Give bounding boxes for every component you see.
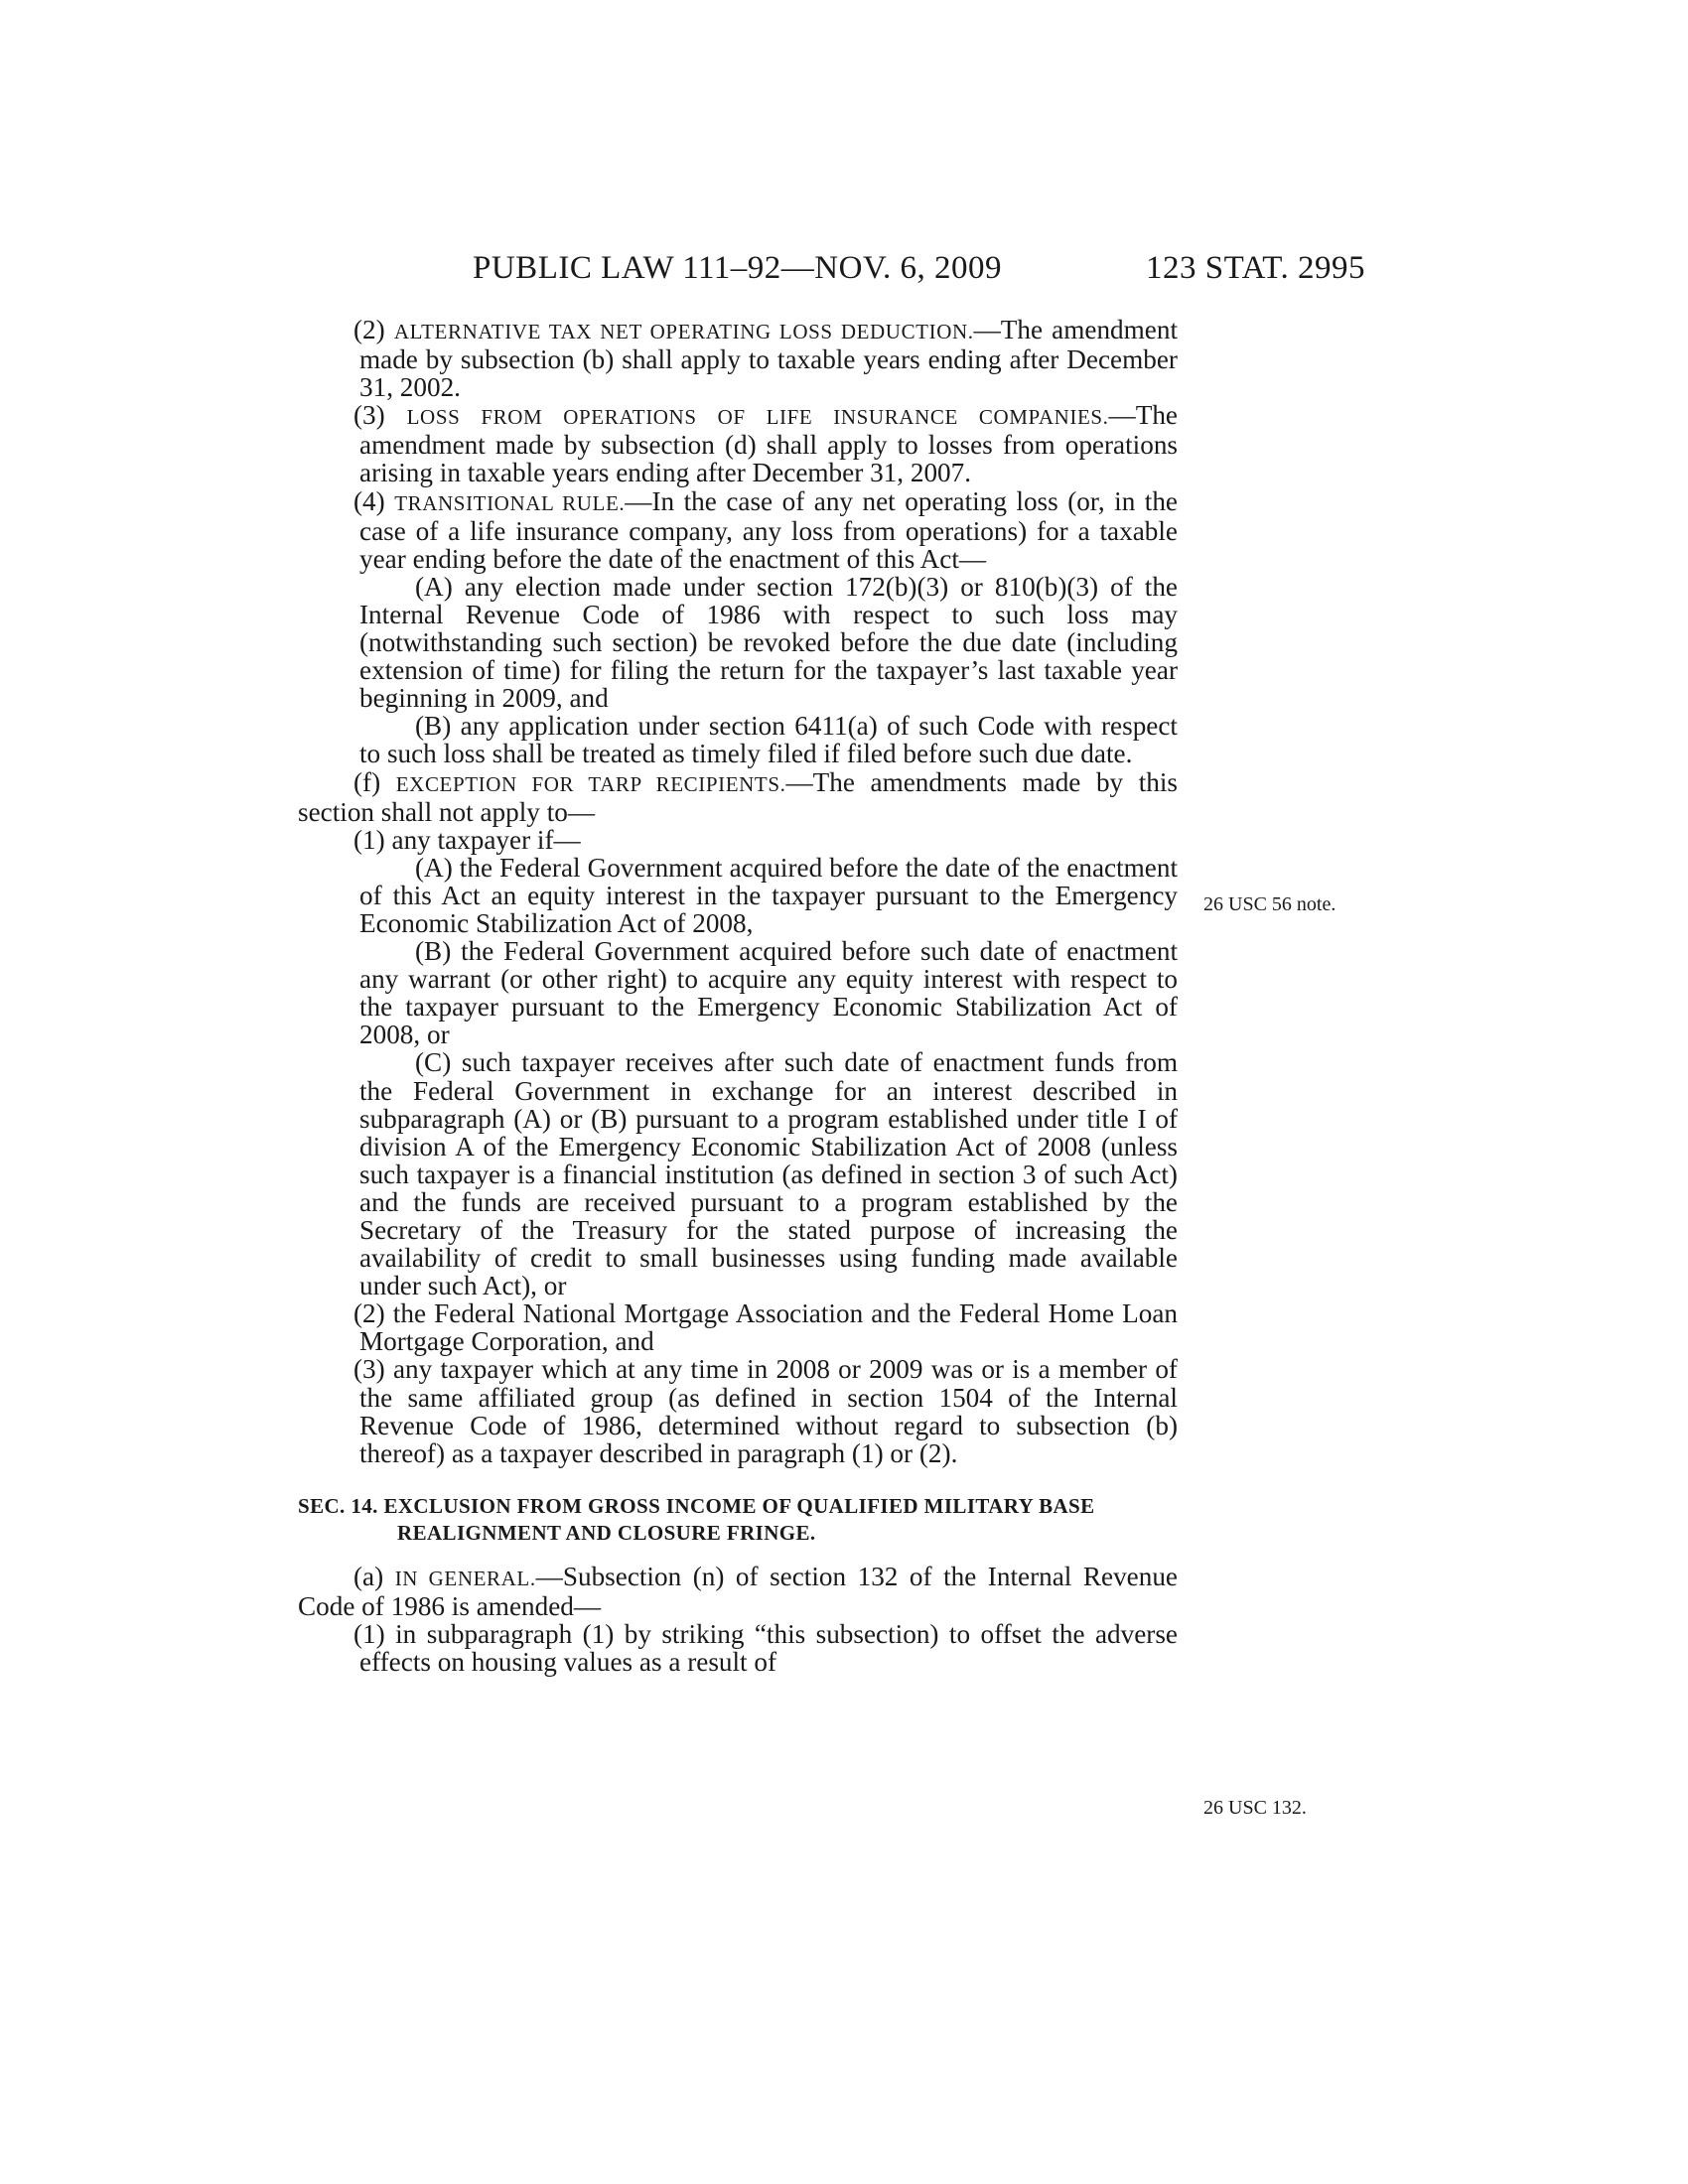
subparagraph-f-1-c: (C) such taxpayer receives after such date of enactment funds from the Federal Government in exchange for an interest described in subparagraph (A) or (B) pursuant to a program established under title I of division A of the Emergency Economic Stabilization Act of 2008 (unless such taxpayer is a financial institution (as defined in section 3 of such Act) and the funds are received pursuant to a program established by the Secretary of the Treasury for the stated purpose of increasing the availability of credit to small businesses using funding made available under such Act), or	[359, 1047, 1178, 1301]
subsection-f-tarp	[298, 768, 1178, 826]
subsection-text: —The amendments made by this section shall not apply to—	[298, 766, 1178, 827]
margin-note-usc-132: 26 USC 132.	[1203, 1797, 1307, 1819]
paragraph-3-life-insurance	[298, 401, 1178, 486]
paragraph-f-2: (2) the Federal National Mortgage Association and the Federal Home Loan Mortgage Corporation, and	[353, 1298, 1178, 1357]
subsection-number: (a)	[353, 1561, 395, 1591]
paragraph-text: —The amendment made by subsection (b) shall apply to taxable years ending after December 31, 2002.	[359, 315, 1179, 403]
paragraph-text: —In the case of any net operating loss (or, in the case of a life insurance company, any loss from operations) for a taxable year ending before the date of the enactment of this Act—	[359, 485, 1179, 574]
paragraph-number: (2)	[353, 315, 394, 344]
paragraph-f-3: (3) any taxpayer which at any time in 2008 or 2009 was or is a member of the same affiliated group (as defined in section 1504 of the Internal Revenue Code of 1986, determined without regard to subsection (b) thereof) as a taxpayer described in paragraph (1) or (2).	[353, 1354, 1178, 1468]
paragraph-number: (4)	[353, 485, 395, 516]
subparagraph-f-1-b: (B) the Federal Government acquired before such date of enactment any warrant (or other right) to acquire any equity interest with respect to the taxpayer pursuant to the Emergency Economic Stabilization Act of 2008, or	[359, 936, 1178, 1050]
margin-note-usc-56: 26 USC 56 note.	[1203, 893, 1336, 915]
paragraph-heading: TRANSITIONAL RULE.	[394, 490, 626, 515]
subsection-heading: IN GENERAL.	[394, 1566, 536, 1590]
statute-page-reference: 123 STAT. 2995	[1146, 250, 1366, 286]
subsection-heading: EXCEPTION FOR TARP RECIPIENTS.	[395, 771, 786, 796]
subsection-text: —Subsection (n) of section 132 of the Internal Revenue Code of 1986 is amended—	[298, 1561, 1178, 1621]
subparagraph-4-a: (A) any election made under section 172(b)(3) or 810(b)(3) of the Internal Revenue Code of 1986 with respect to such loss may (notwithstanding such section) be revoked before the due date (including extension of time) for filing the return for the taxpayer’s last taxable year beginning in 2009, and	[359, 571, 1178, 714]
subparagraph-4-b: (B) any application under section 6411(a) of such Code with respect to such loss shall be treated as timely filed if filed before such due date.	[359, 711, 1178, 769]
subsection-number: (f)	[353, 766, 396, 797]
paragraph-f-1: (1) any taxpayer if—	[353, 824, 581, 855]
paragraph-text: —The amendment made by subsection (d) shall apply to losses from operations arising in taxable years ending after December 31, 2007.	[359, 400, 1178, 488]
section-14-heading: SEC. 14. EXCLUSION FROM GROSS INCOME OF QUALIFIED MILITARY BASE REALIGNMENT AND CLOSURE FRINGE.	[298, 1493, 1095, 1545]
paragraph-number: (3)	[353, 400, 407, 431]
paragraph-heading: LOSS FROM OPERATIONS OF LIFE INSURANCE COMPANIES.	[406, 405, 1109, 430]
paragraph-2-alternative-tax	[298, 316, 1178, 401]
paragraph-heading: ALTERNATIVE TAX NET OPERATING LOSS DEDUCTION.	[393, 320, 974, 343]
paragraph-a-1: (1) in subparagraph (1) by striking “this subsection) to offset the adverse effects on housing values as a result of	[353, 1619, 1178, 1678]
paragraph-4-transitional-rule	[298, 487, 1178, 573]
subsection-a-in-general	[298, 1563, 1178, 1620]
body-text	[298, 316, 1178, 1676]
subparagraph-f-1-a: (A) the Federal Government acquired before the date of the enactment of this Act an equity interest in the taxpayer pursuant to the Emergency Economic Stabilization Act of 2008,	[359, 852, 1178, 938]
running-head: PUBLIC LAW 111–92—NOV. 6, 2009	[473, 250, 1003, 286]
